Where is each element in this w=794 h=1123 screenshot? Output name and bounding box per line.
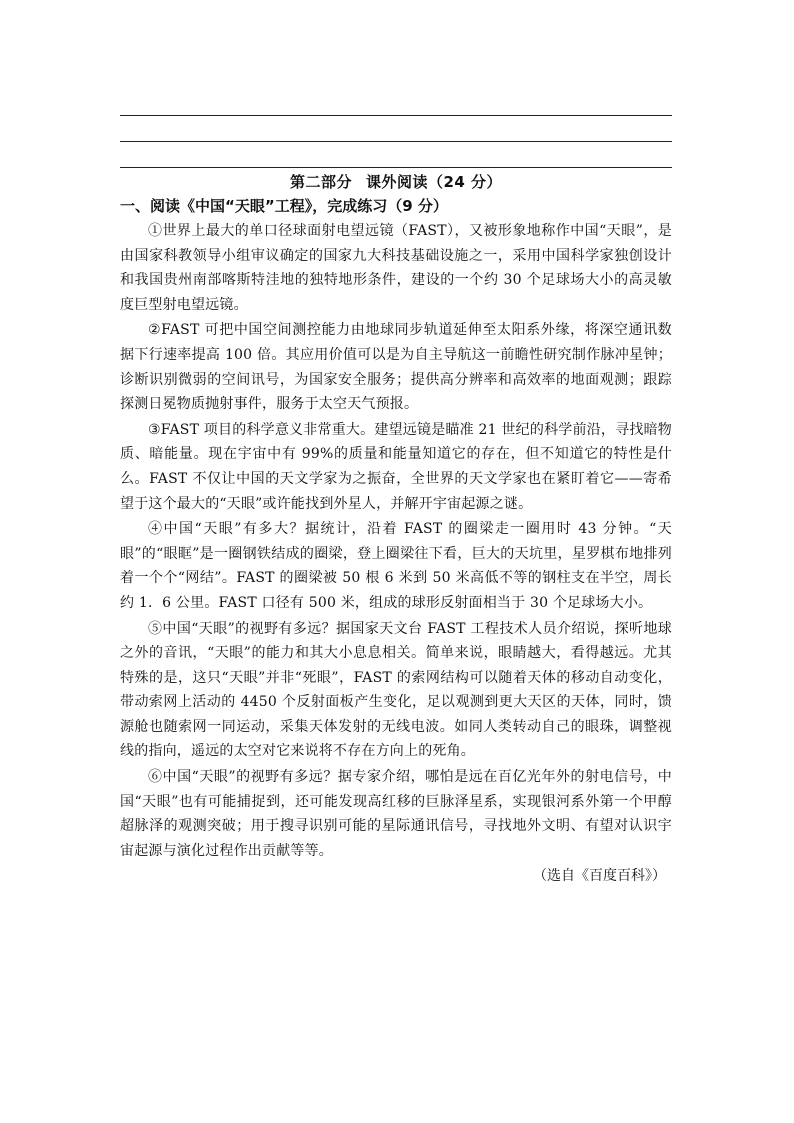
answer-line [120,167,672,168]
answer-line [120,115,672,116]
part-name: 课外阅读（24 分） [365,173,503,191]
paragraph-2: ②FAST 可把中国空间测控能力由地球同步轨道延伸至太阳系外缘，将深空通讯数据下行速率提高 100 倍。其应用价值可以是为自主导航这一前瞻性研究制作脉冲星钟；诊断识别微弱的空间讯号，为国家安全服务；提供高分辨率和高效率的地面观测；跟踪探测日冕物质抛射事件，服务于太空天气预报。 [120,322,672,413]
paragraph-6: ⑥中国“天眼”的视野有多远？据专家介绍，哪怕是远在百亿光年外的射电信号，中国“天眼”也有可能捕捉到，还可能发现高红移的巨脉泽星系，实现银河系外第一个甲醇超脉泽的观测突破；用于搜寻识别可能的星际通讯信号，寻找地外文明、有望对认识宇宙起源与演化过程作出贡献等等。 [120,769,672,859]
paragraph-1: ①世界上最大的单口径球面射电望远镜（FAST），又被形象地称作中国“天眼”，是由国家科教领导小组审议确定的国家九大科技基础设施之一，采用中国科学家独创设计和我国贵州南部喀斯特洼地的独特地形条件，建设的一个约 30 个足球场大小的高灵敏度巨型射电望远镜。 [120,223,672,313]
part-title [120,172,672,192]
paragraph-4: ④中国“天眼”有多大？据统计，沿着 FAST 的圈梁走一圈用时 43 分钟。“天眼”的“眼眶”是一圈钢铁结成的圈梁，登上圈梁往下看，巨大的天坑里，星罗棋布地排列着一个个“网结”。FAST 的圈梁被 50 根 6 米到 50 米高低不等的钢柱支在半空，周长约 1．6 公里。FAST 口径有 500 米，组成的球形反射面相当于 30 个足球场大小。 [120,521,672,611]
paragraph-5: ⑤中国“天眼”的视野有多远？据国家天文台 FAST 工程技术人员介绍说，探听地球之外的音讯，“天眼”的能力和其大小息息相关。简单来说，眼睛越大，看得越远。尤其特殊的是，这只“天眼”并非“死眼”，FAST 的索网结构可以随着天体的移动自动变化，带动索网上活动的 4450 个反射面板产生变化，足以观测到更大天区的天体，同时，馈源舱也随索网一同运动，采集天体发射的无线电波。如同人类转动自己的眼珠，调整视线的指向，遥远的太空对它来说将不存在方向上的死角。 [120,620,672,760]
source-citation: （选自《百度百科》） [533,868,666,885]
part-label: 第二部分 [289,173,352,191]
reading-section [120,172,672,888]
answer-line [120,141,672,142]
paragraph-3: ③FAST 项目的科学意义非常重大。建望远镜是瞄准 21 世纪的科学前沿，寻找暗物质、暗能量。现在宇宙中有 99%的质量和能量知道它的存在，但不知道它的特性是什么。FAST 不仅让中国的天文学家为之振奋，全世界的天文学家也在紧盯着它——寄希望于这个最大的“天眼”或许能找到外星人，并解开宇宙起源之谜。 [120,421,672,512]
section-title: 一、阅读《中国“天眼”工程》，完成练习（9 分） [120,197,448,215]
